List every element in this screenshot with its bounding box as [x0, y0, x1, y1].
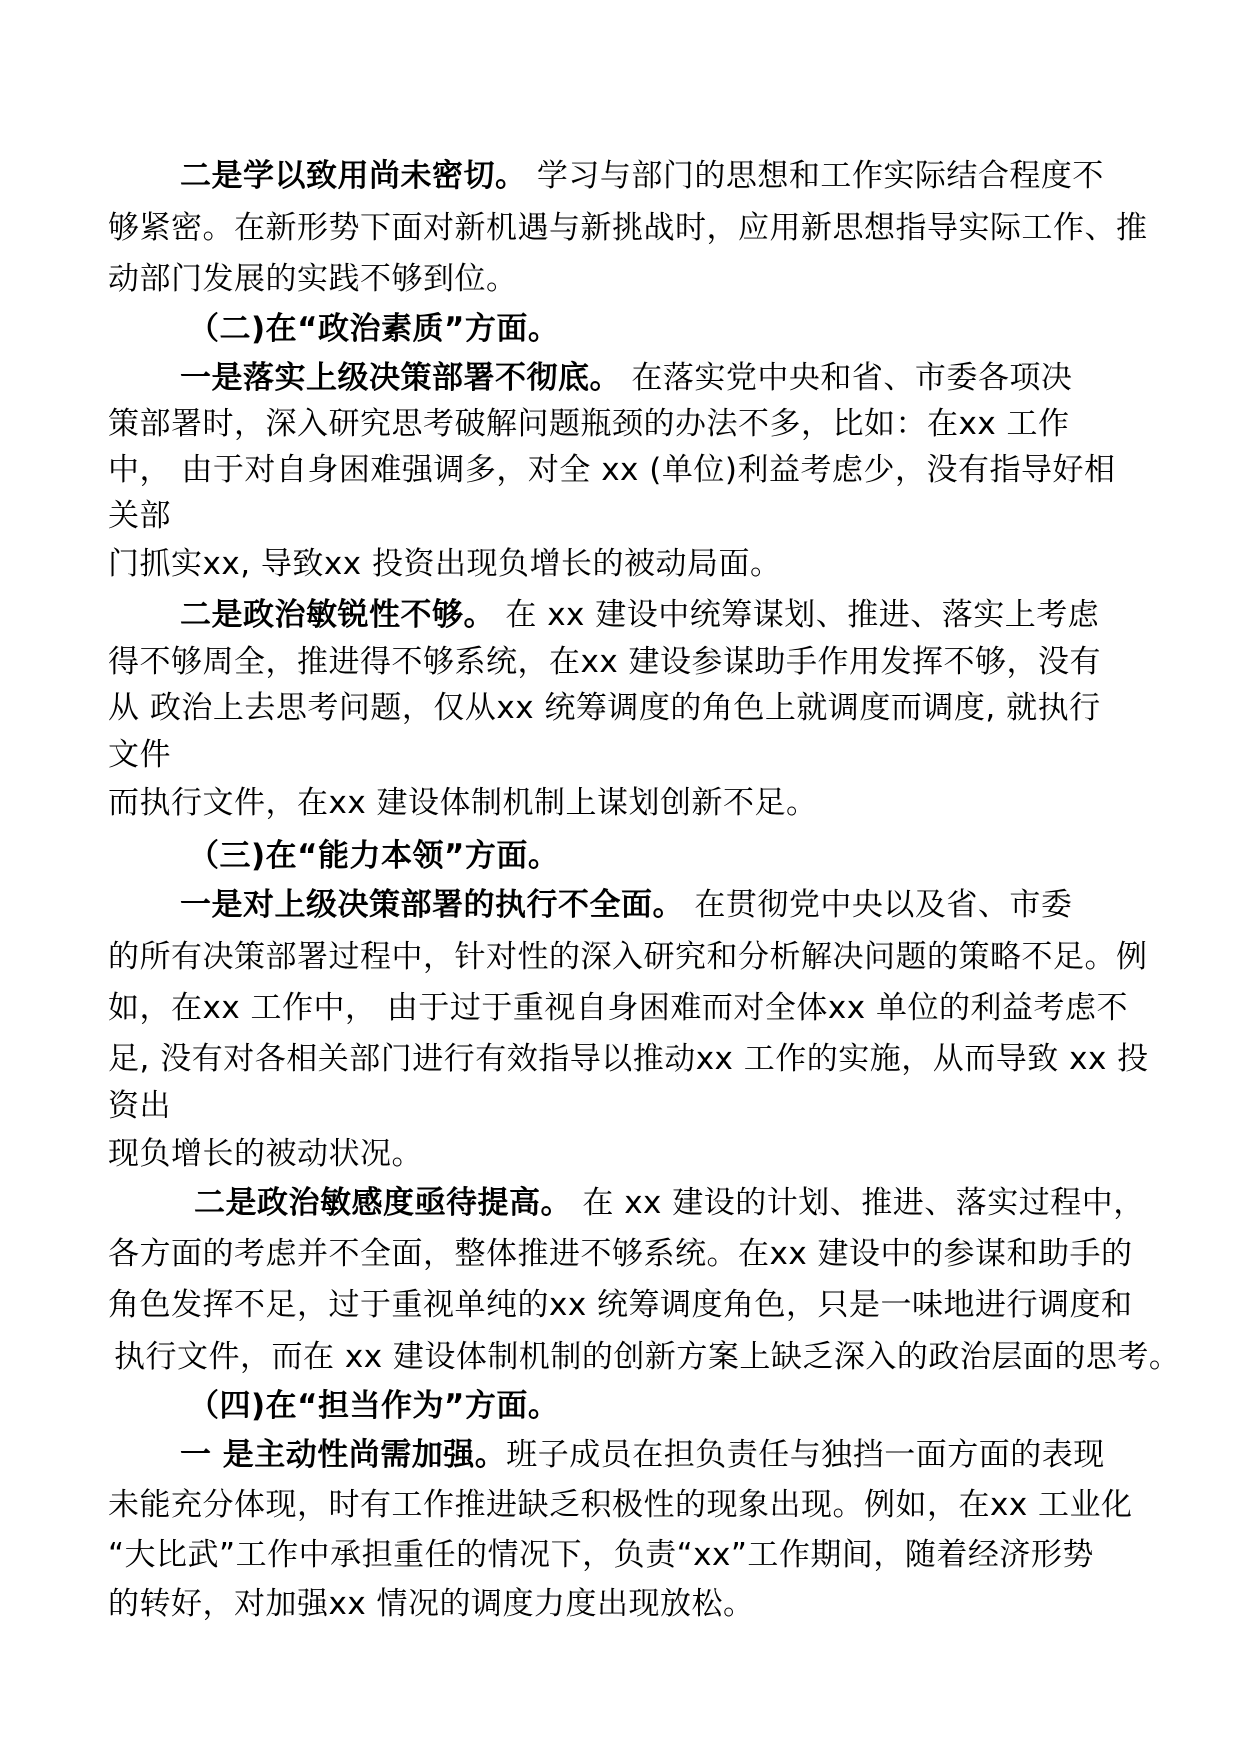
line-text: 执行文件，而在 xx 建设体制机制的创新方案上缺乏深入的政治层面的思考。	[114, 1339, 1181, 1375]
paragraph-line	[108, 1483, 1133, 1527]
paragraph-line	[108, 1533, 1094, 1577]
line-text: 文件	[108, 737, 171, 773]
line-text: 够紧密。在新形势下面对新机遇与新挑战时，应用新思想指导实际工作、推	[108, 210, 1148, 246]
line-text: 学习与部门的思想和工作实际结合程度不	[526, 158, 1104, 194]
paragraph-line	[108, 986, 1128, 1030]
paragraph-line	[108, 1232, 1133, 1276]
paragraph-line	[108, 733, 171, 777]
line-text: 在贯彻党中央以及省、市委	[684, 887, 1073, 923]
bold-heading: 一 是主动性尚需加强。	[180, 1437, 507, 1473]
paragraph-line	[108, 206, 1148, 250]
paragraph-line	[180, 883, 1072, 927]
paragraph-line	[108, 402, 1070, 446]
line-text: 的所有决策部署过程中，针对性的深入研究和分析解决问题的策略不足。例	[108, 939, 1148, 975]
bold-heading: 二是政治敏锐性不够。	[180, 597, 495, 633]
paragraph-line	[180, 154, 1104, 198]
line-text: 在 xx 建设中统筹谋划、推进、落实上考虑	[495, 597, 1100, 633]
line-text: 足, 没有对各相关部门进行有效指导以推动xx 工作的实施，从而导致 xx 投	[108, 1041, 1149, 1077]
line-text: 得不够周全，推进得不够系统，在xx 建设参谋助手作用发挥不够，没有	[108, 644, 1102, 680]
paragraph-line	[108, 448, 1115, 492]
line-text: 班子成员在担负责任与独挡一面方面的表现	[506, 1437, 1105, 1473]
line-text: 的转好，对加强xx 情况的调度力度出现放松。	[108, 1586, 755, 1622]
line-text: 如，在xx 工作中， 由于过于重视自身困难而对全体xx 单位的利益考虑不	[108, 990, 1128, 1026]
line-text: 在 xx 建设的计划、推进、落实过程中，	[572, 1185, 1145, 1221]
section-heading	[188, 307, 559, 351]
bold-heading: 一是落实上级决策部署不彻底。	[180, 360, 621, 396]
section-heading	[188, 1384, 559, 1428]
line-text: 各方面的考虑并不全面，整体推进不够系统。在xx 建设中的参谋和助手的	[108, 1236, 1133, 1272]
paragraph-line	[180, 356, 1072, 400]
paragraph-line	[108, 781, 818, 825]
bold-heading: 一是对上级决策部署的执行不全面。	[180, 887, 684, 923]
line-text: 策部署时，深入研究思考破解问题瓶颈的办法不多，比如：在xx 工作	[108, 406, 1070, 442]
bold-heading: （二)在“政治素质”方面。	[188, 311, 560, 347]
paragraph-line	[108, 1582, 755, 1626]
line-text: 关部	[108, 498, 171, 534]
line-text: 从 政治上去思考问题，仅从xx 统筹调度的角色上就调度而调度, 就执行	[108, 690, 1101, 726]
paragraph-line	[108, 640, 1101, 684]
paragraph-line	[114, 1335, 1180, 1379]
paragraph-line	[180, 1433, 1105, 1477]
bold-heading: （四)在“担当作为”方面。	[188, 1388, 560, 1424]
line-text: 资出	[108, 1088, 171, 1124]
paragraph-line	[108, 1084, 171, 1128]
line-text: “大比武”工作中承担重任的情况下，负责“xx”工作期间，随着经济形势	[108, 1537, 1094, 1573]
line-text: 在落实党中央和省、市委各项决	[621, 360, 1073, 396]
line-text: 动部门发展的实践不够到位。	[108, 261, 518, 297]
paragraph-line	[108, 542, 781, 586]
bold-heading: 二是政治敏感度亟待提高。	[194, 1185, 572, 1221]
paragraph-line	[108, 1283, 1133, 1327]
line-text: 未能充分体现，时有工作推进缺乏积极性的现象出现。例如，在xx 工业化	[108, 1487, 1133, 1523]
paragraph-line	[180, 593, 1099, 637]
line-text: 现负增长的被动状况。	[108, 1136, 423, 1172]
line-text: 门抓实xx, 导致xx 投资出现负增长的被动局面。	[108, 546, 782, 582]
section-heading	[188, 834, 559, 878]
bold-heading: （三)在“能力本领”方面。	[188, 838, 560, 874]
line-text: 而执行文件，在xx 建设体制机制上谋划创新不足。	[108, 785, 818, 821]
paragraph-line	[108, 1132, 423, 1176]
paragraph-line	[108, 494, 171, 538]
line-text: 中， 由于对自身困难强调多，对全 xx (单位)利益考虑少，没有指导好相	[108, 452, 1116, 488]
paragraph-line	[108, 686, 1101, 730]
paragraph-line	[108, 1037, 1149, 1081]
line-text: 角色发挥不足，过于重视单纯的xx 统筹调度角色，只是一味地进行调度和	[108, 1287, 1133, 1323]
bold-heading: 二是学以致用尚未密切。	[180, 158, 527, 194]
paragraph-line	[108, 935, 1148, 979]
paragraph-line	[108, 257, 518, 301]
paragraph-line	[194, 1181, 1145, 1225]
